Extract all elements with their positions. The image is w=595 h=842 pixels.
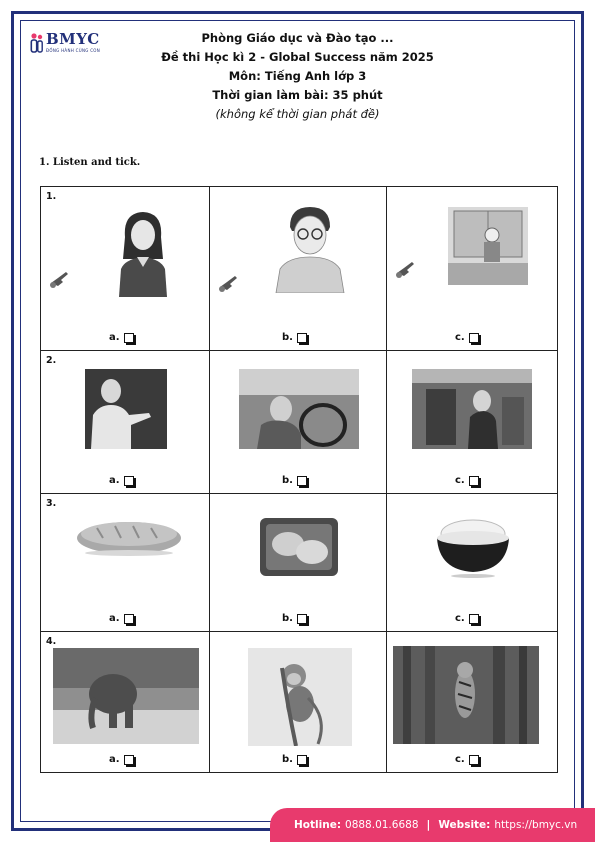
rice-bowl-picture	[431, 514, 515, 578]
checkbox-icon[interactable]	[469, 333, 479, 343]
option-cell[interactable]	[210, 494, 387, 631]
hotline-number[interactable]: 0888.01.6688	[345, 819, 419, 831]
logo-text: BMYC	[46, 30, 100, 48]
option-letter: a.	[109, 754, 120, 765]
option-letter: a.	[109, 475, 120, 486]
checkbox-icon[interactable]	[297, 476, 307, 486]
header-line-duration: Thời gian làm bài: 35 phút	[212, 88, 383, 102]
man-with-glasses-picture	[270, 201, 350, 293]
exam-header	[60, 29, 535, 124]
checkbox-icon[interactable]	[469, 614, 479, 624]
checkbox-icon[interactable]	[469, 755, 479, 765]
chicken-picture	[258, 516, 340, 578]
header-line-exam-title: Đề thi Học kì 2 - Global Success năm 2025	[161, 50, 434, 64]
option-cell[interactable]	[210, 351, 387, 493]
logo-subtext: ĐỒNG HÀNH CÙNG CON	[46, 48, 101, 53]
option-cell[interactable]	[387, 494, 557, 631]
driver-picture	[239, 369, 359, 449]
teacher-picture	[85, 369, 167, 449]
checkbox-icon[interactable]	[124, 476, 134, 486]
option-a[interactable]	[109, 475, 134, 486]
option-cell[interactable]	[210, 187, 387, 350]
option-letter: c.	[455, 613, 465, 624]
boy-at-window-picture	[448, 207, 528, 285]
question-row	[41, 351, 557, 494]
option-b[interactable]	[282, 754, 307, 765]
option-letter: c.	[455, 475, 465, 486]
question-number: 3.	[46, 498, 57, 509]
option-a[interactable]	[109, 613, 134, 624]
hotline-label: Hotline:	[294, 819, 342, 831]
pointing-hand-icon	[395, 259, 417, 279]
option-letter: a.	[109, 613, 120, 624]
option-b[interactable]	[282, 613, 307, 624]
option-a[interactable]	[109, 332, 134, 343]
option-b[interactable]	[282, 475, 307, 486]
checkbox-icon[interactable]	[469, 476, 479, 486]
factory-worker-picture	[412, 369, 532, 449]
option-letter: b.	[282, 332, 293, 343]
option-c[interactable]	[455, 754, 479, 765]
woman-picture	[111, 207, 175, 297]
option-c[interactable]	[455, 613, 479, 624]
option-letter: b.	[282, 475, 293, 486]
header-line-department: Phòng Giáo dục và Đào tạo ...	[201, 31, 394, 45]
option-letter: b.	[282, 613, 293, 624]
option-cell[interactable]	[41, 494, 210, 631]
option-b[interactable]	[282, 332, 307, 343]
contact-footer	[270, 808, 595, 842]
pointing-hand-icon	[49, 269, 71, 289]
header-line-note: (không kể thời gian phát đề)	[215, 107, 380, 121]
website-link[interactable]: https://bmyc.vn	[494, 819, 578, 831]
website-label: Website:	[438, 819, 491, 831]
question-grid	[40, 186, 558, 773]
option-a[interactable]	[109, 754, 134, 765]
question-number: 4.	[46, 636, 57, 647]
section-title: 1. Listen and tick.	[39, 157, 141, 168]
pointing-hand-icon	[218, 273, 240, 293]
footer-separator: |	[426, 819, 431, 831]
question-number: 2.	[46, 355, 57, 366]
checkbox-icon[interactable]	[124, 333, 134, 343]
question-number: 1.	[46, 191, 57, 202]
checkbox-icon[interactable]	[124, 614, 134, 624]
option-c[interactable]	[455, 475, 479, 486]
option-c[interactable]	[455, 332, 479, 343]
bread-picture	[75, 516, 183, 556]
checkbox-icon[interactable]	[297, 333, 307, 343]
option-letter: b.	[282, 754, 293, 765]
option-letter: a.	[109, 332, 120, 343]
option-cell[interactable]	[387, 351, 557, 493]
checkbox-icon[interactable]	[297, 614, 307, 624]
question-row	[41, 632, 557, 772]
option-cell[interactable]	[387, 187, 557, 350]
monkey-picture	[248, 648, 352, 746]
question-row	[41, 494, 557, 632]
option-cell[interactable]	[41, 632, 210, 772]
tiger-picture	[393, 646, 539, 744]
option-cell[interactable]	[41, 351, 210, 493]
option-cell[interactable]	[41, 187, 210, 350]
checkbox-icon[interactable]	[124, 755, 134, 765]
option-letter: c.	[455, 332, 465, 343]
option-cell[interactable]	[387, 632, 557, 772]
option-cell[interactable]	[210, 632, 387, 772]
header-line-subject: Môn: Tiếng Anh lớp 3	[228, 69, 367, 83]
elephant-picture	[53, 648, 199, 744]
question-row	[41, 187, 557, 351]
option-letter: c.	[455, 754, 465, 765]
checkbox-icon[interactable]	[297, 755, 307, 765]
